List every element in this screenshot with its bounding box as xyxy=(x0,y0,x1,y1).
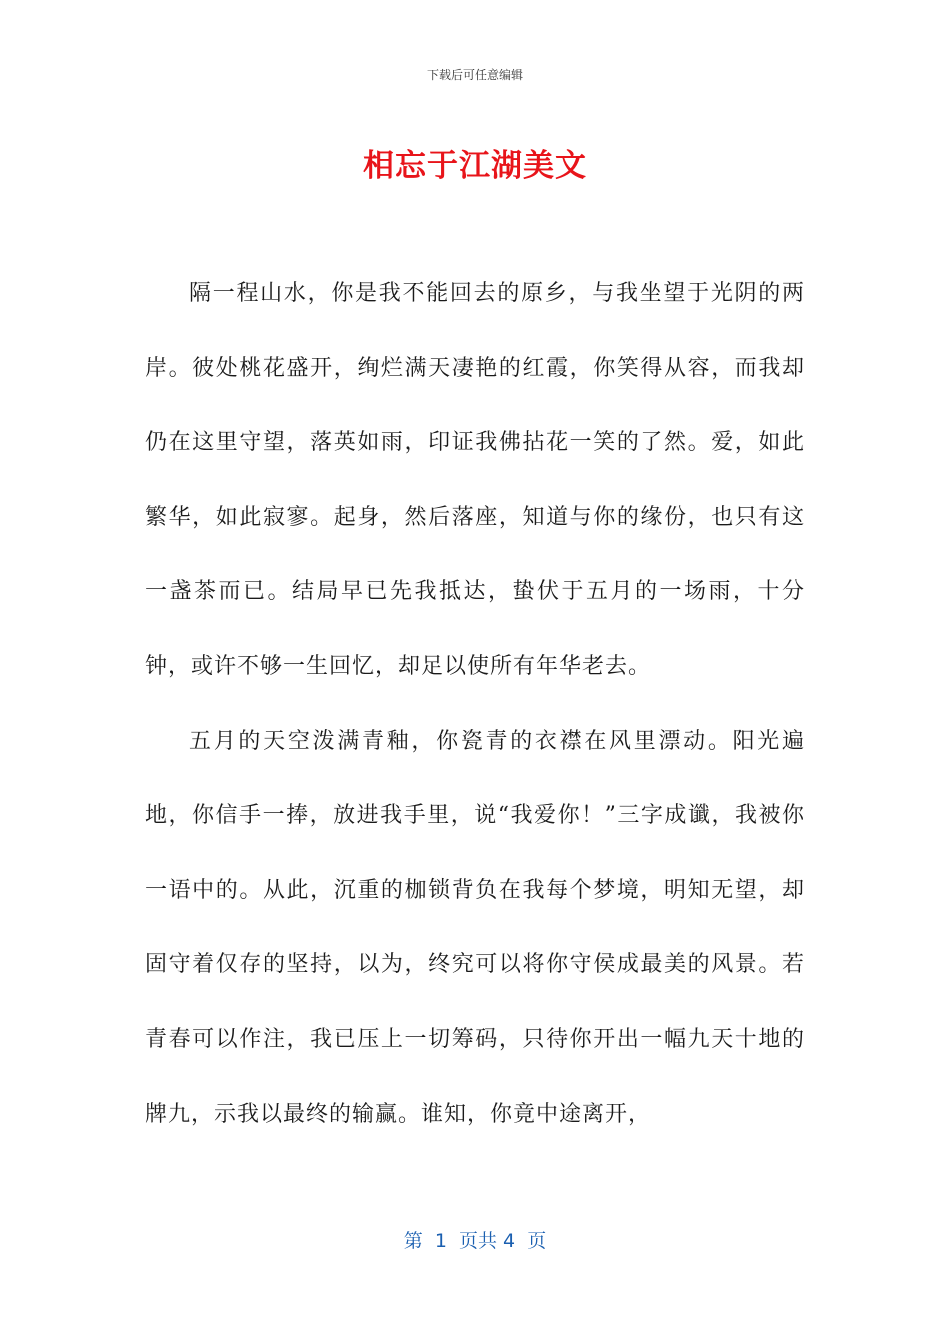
header-note: 下载后可任意编辑 xyxy=(426,68,523,82)
page-number-footer: 第 1 页共 4 页 xyxy=(403,1230,547,1252)
document-title: 相忘于江湖美文 xyxy=(363,148,587,184)
document-body xyxy=(145,257,805,1152)
paragraph-1: 隔一程山水，你是我不能回去的原乡，与我坐望于光阴的两岸。彼处桃花盛开，绚烂满天凄艳的红霞，你笑得从容，而我却仍在这里守望，落英如雨，印证我佛拈花一笑的了然。爱，如此繁华，如此寂寥。起身，然后落座，知道与你的缘份，也只有这一盏茶而已。结局早已先我抵达，蛰伏于五月的一场雨，十分钟，或许不够一生回忆，却足以使所有年华老去。 xyxy=(145,281,805,679)
paragraph-2: 五月的天空泼满青釉，你瓷青的衣襟在风里漂动。阳光遍地，你信手一捧，放进我手里，说“我爱你！”三字成谶，我被你一语中的。从此，沉重的枷锁背负在我每个梦境，明知无望，却固守着仅存的坚持，以为，终究可以将你守侯成最美的风景。若青春可以作注，我已压上一切筹码，只待你开出一幅九天十地的牌九，示我以最终的输赢。谁知，你竟中途离开， xyxy=(145,728,805,1127)
